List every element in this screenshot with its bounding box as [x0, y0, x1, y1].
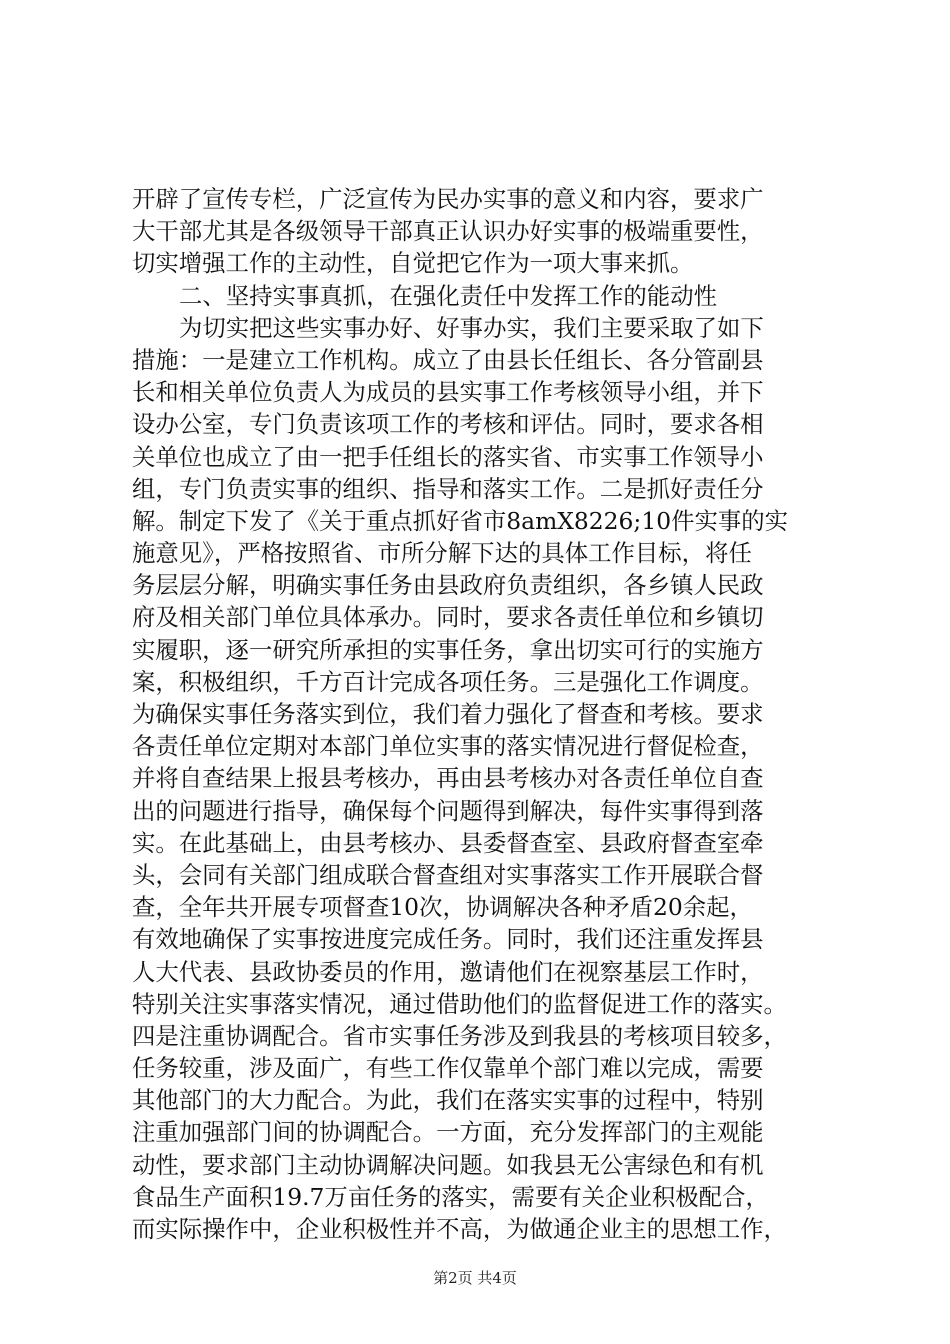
text-line: 而实际操作中，企业积极性并不高，为做通企业主的思想工作， [132, 1215, 787, 1243]
text-line: 查，全年共开展专项督查10次，协调解决各种矛盾20余起， [132, 893, 753, 922]
text-line: 动性，要求部门主动协调解决问题。如我县无公害绿色和有机 [132, 1150, 764, 1179]
text-line: 其他部门的大力配合。为此，我们在落实实事的过程中，特别 [132, 1086, 764, 1115]
text-line: 实。在此基础上，由县考核办、县委督查室、县政府督查室牵 [132, 828, 764, 857]
text-line: 施意见》，严格按照省、市所分解下达的具体工作目标，将任 [132, 539, 752, 568]
text-line: 注重加强部门间的协调配合。一方面，充分发挥部门的主观能 [132, 1118, 764, 1147]
text-line: 食品生产面积19.7万亩任务的落实，需要有关企业积极配合， [132, 1182, 769, 1211]
text-line: 人大代表、县政协委员的作用，邀请他们在视察基层工作时， [132, 957, 764, 986]
text-line: 出的问题进行指导，确保每个问题得到解决，每件实事得到落 [132, 796, 764, 825]
text-line: 开辟了宣传专栏，广泛宣传为民办实事的意义和内容，要求广 [132, 185, 764, 213]
text-line: 组，专门负责实事的组织、指导和落实工作。二是抓好责任分 [132, 474, 764, 503]
document-body [132, 183, 832, 1245]
paragraph-first-line: 为切实把这些实事办好、好事办实，我们主要采取了如下 [179, 313, 764, 342]
text-line: 头，会同有关部门组成联合督查组对实事落实工作开展联合督 [132, 860, 764, 889]
text-line: 解。制定下发了《关于重点抓好省市8amX8226;10件实事的实 [132, 506, 789, 535]
text-line: 有效地确保了实事按进度完成任务。同时，我们还注重发挥县 [132, 925, 764, 954]
page-number-footer: 第2页 共4页 [433, 1269, 517, 1287]
text-line: 四是注重协调配合。省市实事任务涉及到我县的考核项目较多， [132, 1021, 787, 1050]
text-line: 大干部尤其是各级领导干部真正认识办好实事的极端重要性， [132, 217, 764, 246]
text-line: 长和相关单位负责人为成员的县实事工作考核领导小组，并下 [132, 378, 764, 407]
text-line: 实履职，逐一研究所承担的实事任务，拿出切实可行的实施方 [132, 635, 764, 664]
text-line: 任务较重，涉及面广，有些工作仅靠单个部门难以完成，需要 [132, 1054, 764, 1083]
text-line: 关单位也成立了由一把手任组长的落实省、市实事工作领导小 [132, 442, 764, 471]
text-line: 府及相关部门单位具体承办。同时，要求各责任单位和乡镇切 [132, 603, 764, 632]
text-line: 各责任单位定期对本部门单位实事的落实情况进行督促检查， [132, 732, 764, 761]
text-line: 特别关注实事落实情况，通过借助他们的监督促进工作的落实。 [132, 989, 787, 1018]
text-line: 案，积极组织，千方百计完成各项任务。三是强化工作调度。 [132, 667, 764, 696]
text-line: 为确保实事任务落实到位，我们着力强化了督查和考核。要求 [132, 700, 764, 728]
text-line: 措施：一是建立工作机构。成立了由县长任组长、各分管副县 [132, 345, 764, 374]
text-line: 并将自查结果上报县考核办，再由县考核办对各责任单位自查 [132, 764, 764, 793]
section-heading: 二、坚持实事真抓，在强化责任中发挥工作的能动性 [179, 281, 717, 310]
text-line: 设办公室，专门负责该项工作的考核和评估。同时，要求各相 [132, 410, 764, 439]
text-line: 切实增强工作的主动性，自觉把它作为一项大事来抓。 [132, 249, 694, 278]
text-line: 务层层分解，明确实事任务由县政府负责组织，各乡镇人民政 [132, 571, 764, 600]
